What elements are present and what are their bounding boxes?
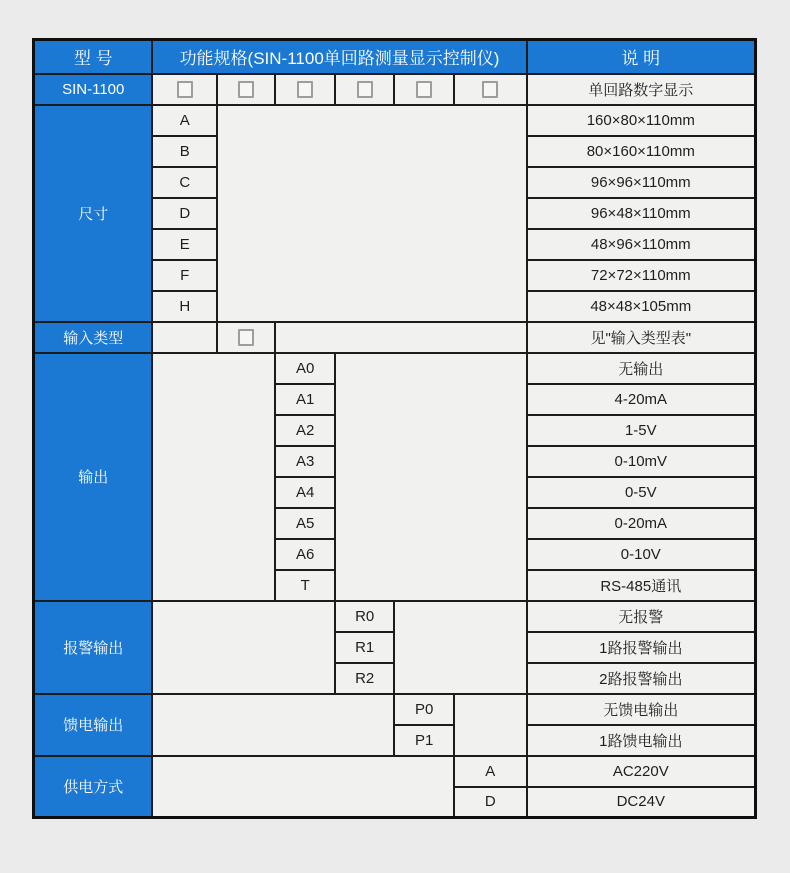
- output-code-cell: T: [275, 570, 334, 601]
- spec-checkbox-cell: [454, 74, 527, 105]
- description-cell: AC220V: [527, 756, 756, 787]
- description-cell: 72×72×110mm: [527, 260, 756, 291]
- description-cell: 1-5V: [527, 415, 756, 446]
- size-code-cell: F: [152, 260, 217, 291]
- description-cell: 96×96×110mm: [527, 167, 756, 198]
- feed-code-cell: P0: [394, 694, 453, 725]
- spec-checkbox-cell: [394, 74, 453, 105]
- description-cell: 1路报警输出: [527, 632, 756, 663]
- description-cell: 2路报警输出: [527, 663, 756, 694]
- size-code-cell: A: [152, 105, 217, 136]
- size-code-cell: C: [152, 167, 217, 198]
- description-cell: 无馈电输出: [527, 694, 756, 725]
- input-type-checkbox-cell: [217, 322, 275, 353]
- description-cell: 48×48×105mm: [527, 291, 756, 322]
- empty-area: [152, 694, 394, 756]
- empty-area: [152, 756, 453, 818]
- size-code-cell: E: [152, 229, 217, 260]
- size-code-cell: B: [152, 136, 217, 167]
- section-label-size: 尺寸: [34, 105, 153, 322]
- description-cell: 0-5V: [527, 477, 756, 508]
- input-type-row: [34, 322, 756, 353]
- model-header: 型 号: [34, 40, 153, 74]
- spec-checkbox-cell: [217, 74, 275, 105]
- feed-code-cell: P1: [394, 725, 453, 756]
- output-code-cell: A1: [275, 384, 334, 415]
- power-supply-row: [34, 756, 756, 787]
- description-cell: 无输出: [527, 353, 756, 384]
- empty-area: [217, 105, 527, 322]
- spec-ordering-table: [32, 38, 757, 819]
- output-code-cell: A2: [275, 415, 334, 446]
- checkbox-icon[interactable]: [238, 329, 254, 346]
- table-header-row: [34, 40, 756, 74]
- alarm-output-row: [34, 601, 756, 632]
- size-code-cell: D: [152, 198, 217, 229]
- description-cell: 无报警: [527, 601, 756, 632]
- output-code-cell: A4: [275, 477, 334, 508]
- description-cell: 4-20mA: [527, 384, 756, 415]
- spec-checkbox-cell: [335, 74, 394, 105]
- checkbox-icon[interactable]: [482, 81, 498, 98]
- empty-area: [152, 353, 275, 601]
- description-cell: 1路馈电输出: [527, 725, 756, 756]
- output-code-cell: A5: [275, 508, 334, 539]
- model-row: [34, 74, 756, 105]
- feed-output-row: [34, 694, 756, 725]
- checkbox-icon[interactable]: [357, 81, 373, 98]
- empty-area: [335, 353, 527, 601]
- description-cell: 80×160×110mm: [527, 136, 756, 167]
- empty-area: [454, 694, 527, 756]
- description-cell: 0-20mA: [527, 508, 756, 539]
- description-cell: 0-10mV: [527, 446, 756, 477]
- description-cell: 96×48×110mm: [527, 198, 756, 229]
- spec-checkbox-cell: [152, 74, 217, 105]
- checkbox-icon[interactable]: [238, 81, 254, 98]
- description-header: 说 明: [527, 40, 756, 74]
- description-cell: 见"输入类型表": [527, 322, 756, 353]
- section-label-alarm-output: 报警输出: [34, 601, 153, 694]
- section-label-feed-output: 馈电输出: [34, 694, 153, 756]
- alarm-code-cell: R1: [335, 632, 394, 663]
- alarm-code-cell: R2: [335, 663, 394, 694]
- output-row: [34, 353, 756, 384]
- checkbox-icon[interactable]: [297, 81, 313, 98]
- description-cell: DC24V: [527, 787, 756, 818]
- section-label-power-supply: 供电方式: [34, 756, 153, 818]
- model-name-cell: SIN-1100: [34, 74, 153, 105]
- empty-area: [152, 601, 334, 694]
- output-code-cell: A0: [275, 353, 334, 384]
- checkbox-icon[interactable]: [416, 81, 432, 98]
- spec-checkbox-cell: [275, 74, 334, 105]
- size-row: [34, 105, 756, 136]
- output-code-cell: A6: [275, 539, 334, 570]
- size-code-cell: H: [152, 291, 217, 322]
- checkbox-icon[interactable]: [177, 81, 193, 98]
- spec-header: 功能规格(SIN-1100单回路测量显示控制仪): [152, 40, 526, 74]
- alarm-code-cell: R0: [335, 601, 394, 632]
- empty-area: [394, 601, 526, 694]
- output-code-cell: A3: [275, 446, 334, 477]
- empty-area: [152, 322, 217, 353]
- description-cell: 48×96×110mm: [527, 229, 756, 260]
- description-cell: 0-10V: [527, 539, 756, 570]
- power-code-cell: A: [454, 756, 527, 787]
- description-cell: 160×80×110mm: [527, 105, 756, 136]
- section-label-input-type: 输入类型: [34, 322, 153, 353]
- section-label-output: 输出: [34, 353, 153, 601]
- description-cell: 单回路数字显示: [527, 74, 756, 105]
- power-code-cell: D: [454, 787, 527, 818]
- empty-area: [275, 322, 526, 353]
- description-cell: RS-485通讯: [527, 570, 756, 601]
